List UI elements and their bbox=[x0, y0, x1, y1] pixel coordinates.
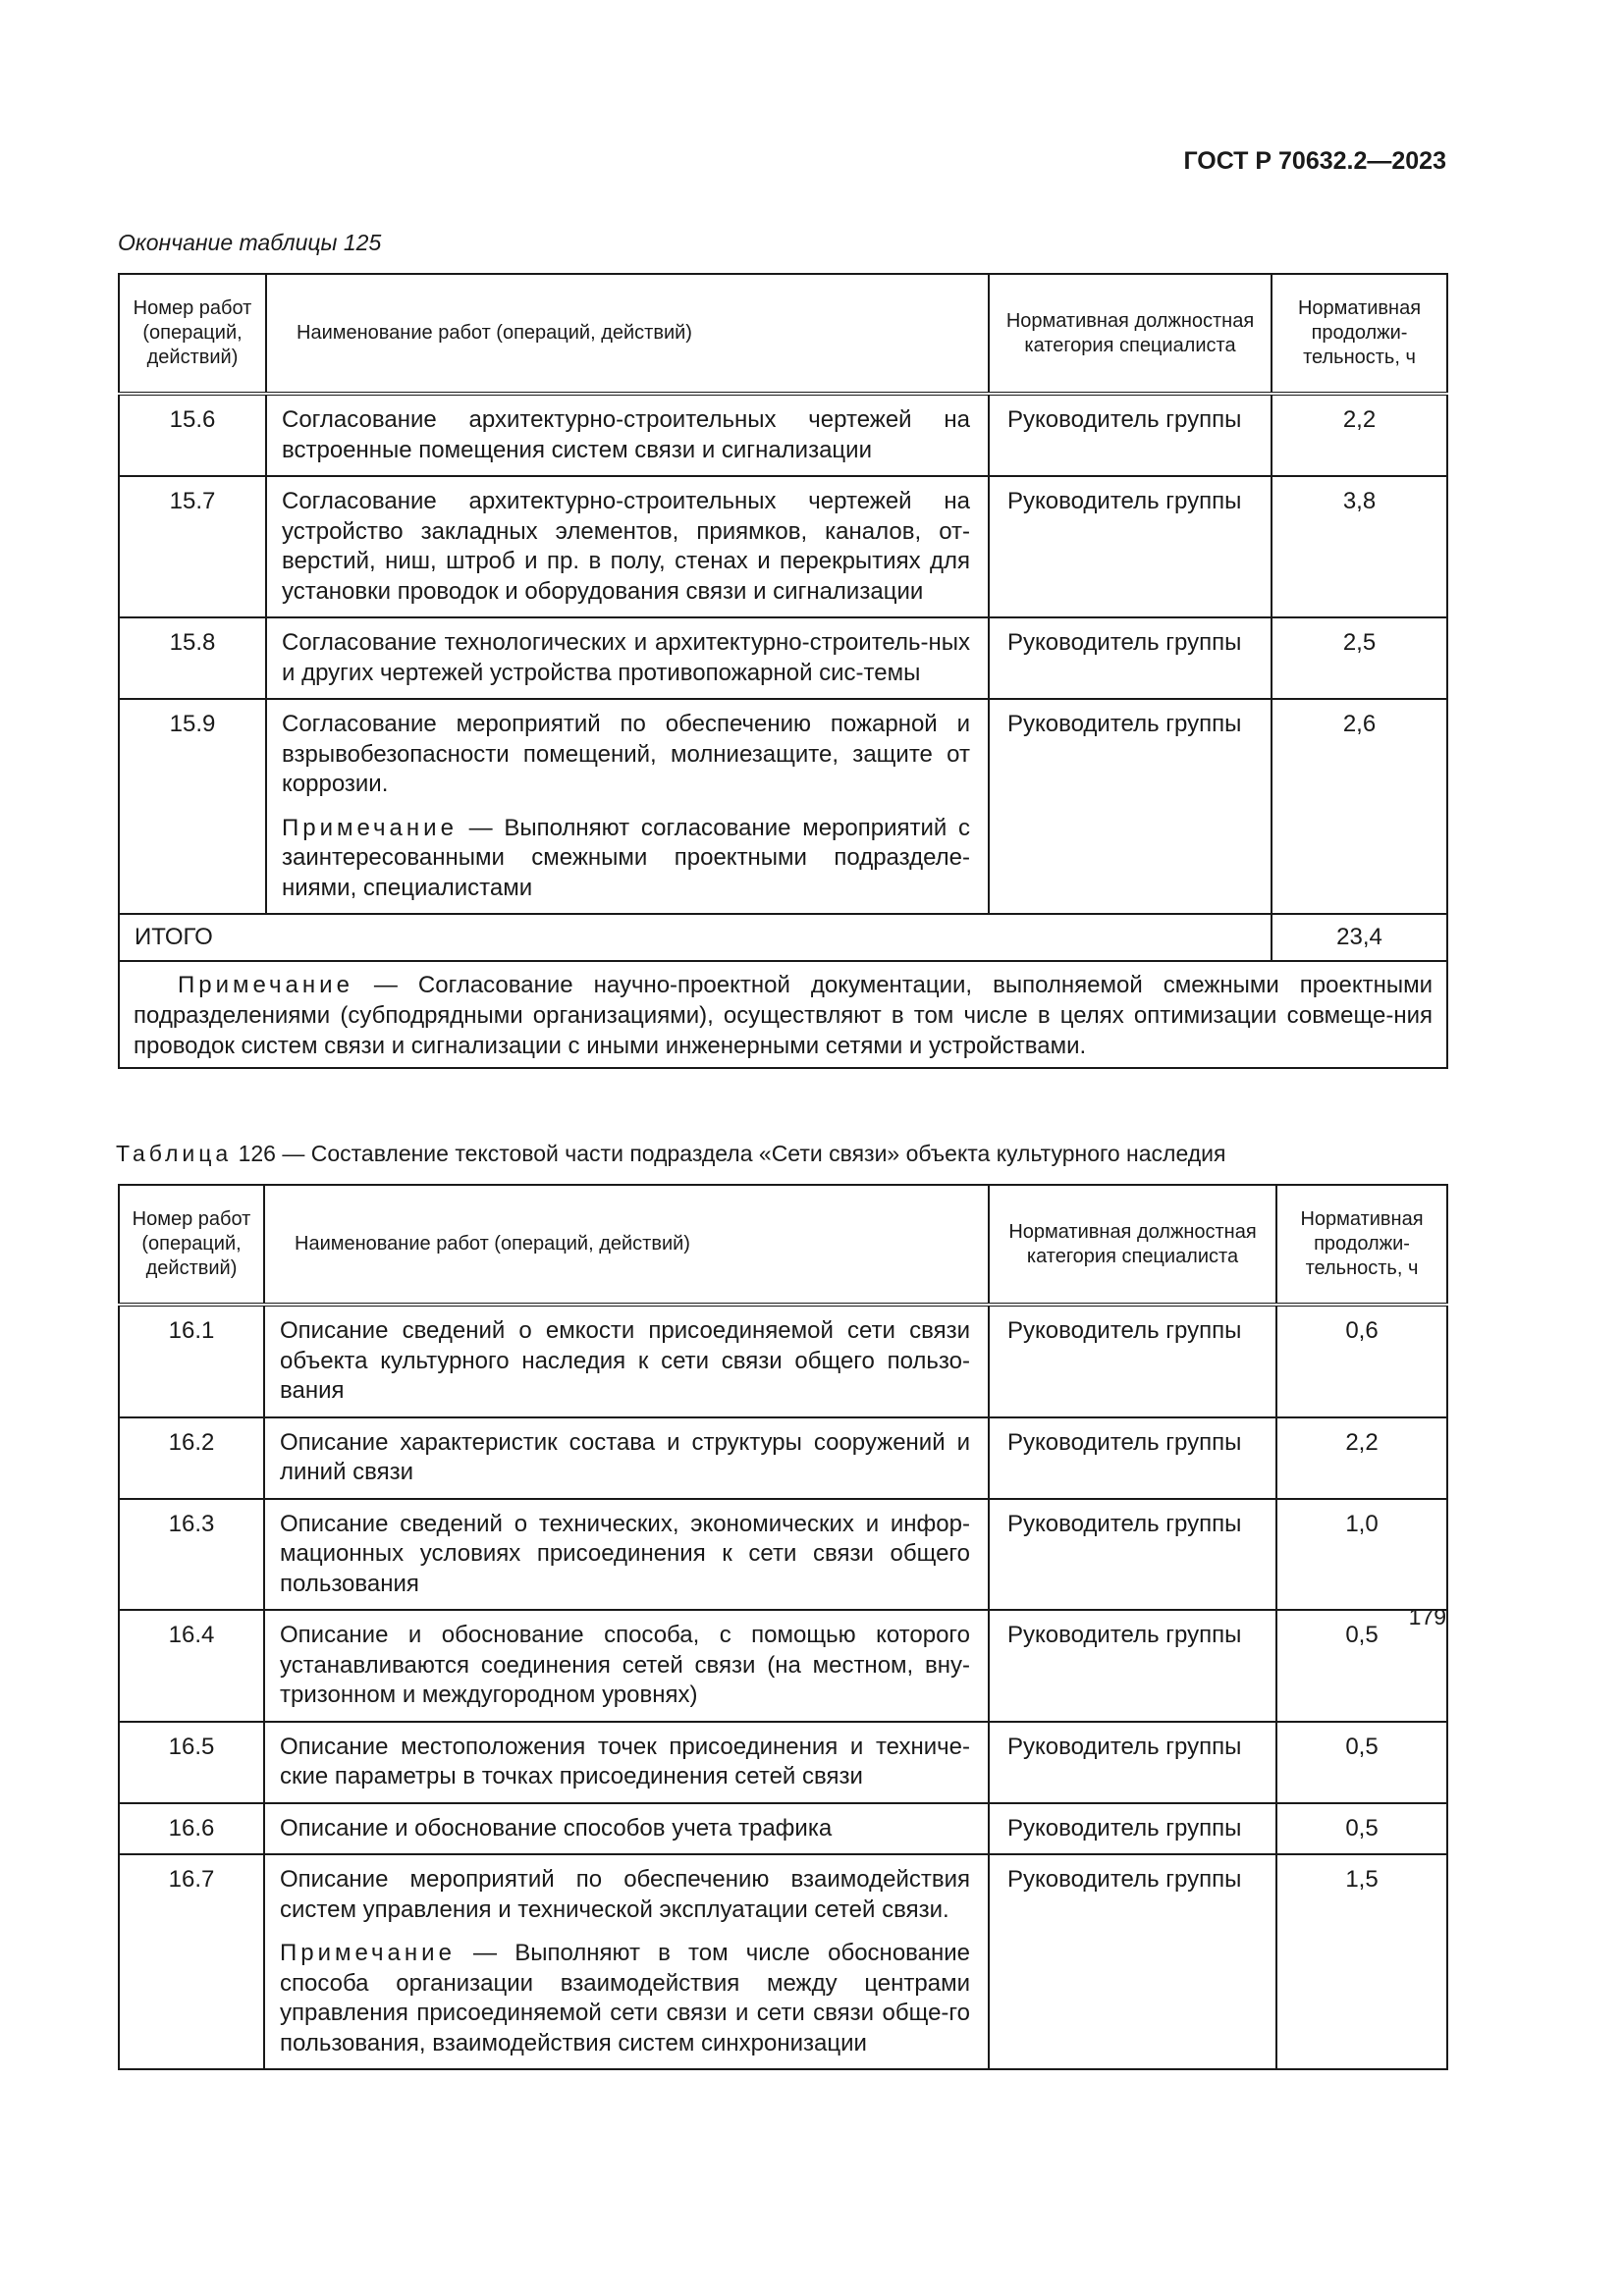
table-header-row bbox=[119, 274, 1447, 394]
column-header-category: Нормативная должностная категория специалиста bbox=[989, 1185, 1276, 1305]
column-header-duration: Нормативная продолжи-тельность, ч bbox=[1276, 1185, 1447, 1305]
column-header-number: Номер работ (операций, действий) bbox=[119, 274, 266, 394]
row-number: 15.8 bbox=[119, 617, 266, 699]
row-category: Руководитель группы bbox=[989, 1854, 1276, 2069]
row-number: 15.9 bbox=[119, 699, 266, 914]
row-duration: 0,5 bbox=[1276, 1803, 1447, 1855]
row-number: 15.7 bbox=[119, 476, 266, 617]
row-description: Описание сведений о технических, экономических и инфор-мационных условиях присоединения к сети связи общего пользования bbox=[264, 1499, 989, 1611]
row-note bbox=[280, 1939, 970, 2058]
row-duration: 2,2 bbox=[1276, 1417, 1447, 1499]
footnote-label: Примечание bbox=[178, 972, 353, 998]
row-category: Руководитель группы bbox=[989, 1722, 1276, 1803]
row-description: Описание характеристик состава и структуры сооружений и линий связи bbox=[264, 1417, 989, 1499]
table-126 bbox=[118, 1184, 1448, 2070]
note-label: Примечание bbox=[280, 1940, 456, 1966]
table-row bbox=[119, 1854, 1447, 2069]
table-row bbox=[119, 1610, 1447, 1722]
row-number: 16.5 bbox=[119, 1722, 264, 1803]
row-duration: 0,5 bbox=[1276, 1722, 1447, 1803]
table-125 bbox=[118, 273, 1448, 1069]
table-row bbox=[119, 394, 1447, 476]
table-row bbox=[119, 1417, 1447, 1499]
total-value: 23,4 bbox=[1272, 914, 1447, 961]
row-category: Руководитель группы bbox=[989, 1610, 1276, 1722]
total-label: ИТОГО bbox=[119, 914, 1272, 961]
row-category: Руководитель группы bbox=[989, 699, 1272, 914]
row-duration: 0,6 bbox=[1276, 1305, 1447, 1417]
row-description bbox=[266, 699, 989, 914]
row-description-text: Описание мероприятий по обеспечению взаимодействия систем управления и технической эксплуатации сетей связи. bbox=[280, 1866, 970, 1923]
row-number: 16.1 bbox=[119, 1305, 264, 1417]
row-number: 16.7 bbox=[119, 1854, 264, 2069]
table-row bbox=[119, 617, 1447, 699]
row-description: Описание местоположения точек присоединения и техниче-ские параметры в точках присоединения сетей связи bbox=[264, 1722, 989, 1803]
footnote-row bbox=[119, 961, 1447, 1068]
row-note bbox=[282, 814, 970, 904]
row-description: Согласование архитектурно-строительных чертежей на устройство закладных элементов, приямков, каналов, от-верстий, ниш, штроб и пр. в полу, стенах и перекрытиях для установки проводок и оборудования связи и сигнализации bbox=[266, 476, 989, 617]
row-description: Согласование архитектурно-строительных чертежей на встроенные помещения систем связи и сигнализации bbox=[266, 394, 989, 476]
row-category: Руководитель группы bbox=[989, 617, 1272, 699]
row-category: Руководитель группы bbox=[989, 1417, 1276, 1499]
column-header-name: Наименование работ (операций, действий) bbox=[264, 1185, 989, 1305]
note-text: — Выполняют в том числе обоснование способа организации взаимодействия между центрами управления присоединяемой сети связи и сети связи обще-го пользования, взаимодействия систем синхронизации bbox=[280, 1940, 970, 2056]
row-category: Руководитель группы bbox=[989, 1499, 1276, 1611]
table-footnote bbox=[119, 961, 1447, 1068]
row-category: Руководитель группы bbox=[989, 1305, 1276, 1417]
row-number: 16.4 bbox=[119, 1610, 264, 1722]
row-number: 16.6 bbox=[119, 1803, 264, 1855]
row-category: Руководитель группы bbox=[989, 476, 1272, 617]
table-header-row bbox=[119, 1185, 1447, 1305]
table-row bbox=[119, 476, 1447, 617]
note-label: Примечание bbox=[282, 814, 458, 841]
row-number: 15.6 bbox=[119, 394, 266, 476]
row-description: Описание сведений о емкости присоединяемой сети связи объекта культурного наследия к сети связи общего пользо-вания bbox=[264, 1305, 989, 1417]
caption-label: Таблица bbox=[116, 1141, 233, 1166]
table-row bbox=[119, 1803, 1447, 1855]
row-description: Согласование технологических и архитектурно-строитель-ных и других чертежей устройства противопожарной сис-темы bbox=[266, 617, 989, 699]
column-header-number: Номер работ (операций, действий) bbox=[119, 1185, 264, 1305]
column-header-duration: Нормативная продолжи-тельность, ч bbox=[1272, 274, 1447, 394]
document-designation: ГОСТ Р 70632.2—2023 bbox=[1183, 147, 1446, 175]
row-description: Описание и обоснование способов учета трафика bbox=[264, 1803, 989, 1855]
table-row bbox=[119, 1722, 1447, 1803]
row-duration: 1,5 bbox=[1276, 1854, 1447, 2069]
row-duration: 3,8 bbox=[1272, 476, 1447, 617]
column-header-name: Наименование работ (операций, действий) bbox=[266, 274, 989, 394]
table-row bbox=[119, 1305, 1447, 1417]
row-number: 16.2 bbox=[119, 1417, 264, 1499]
table-126-caption bbox=[116, 1141, 1225, 1167]
row-number: 16.3 bbox=[119, 1499, 264, 1611]
table-125-caption: Окончание таблицы 125 bbox=[118, 230, 382, 255]
caption-text: 126 — Составление текстовой части подраздела «Сети связи» объекта культурного наследия bbox=[232, 1141, 1226, 1166]
row-duration: 1,0 bbox=[1276, 1499, 1447, 1611]
total-row bbox=[119, 914, 1447, 961]
row-description-text: Согласование мероприятий по обеспечению пожарной и взрывобезопасности помещений, молниезащите, защите от коррозии. bbox=[282, 711, 970, 797]
row-duration: 2,5 bbox=[1272, 617, 1447, 699]
footnote-text: — Согласование научно-проектной документации, выполняемой смежными проектными подразделениями (субподрядными организациями), осуществляют в том числе в целях оптимизации совмеще-ния проводок систем связи и сигнализации с иными инженерными сетями и устройствами. bbox=[134, 972, 1433, 1059]
column-header-category: Нормативная должностная категория специалиста bbox=[989, 274, 1272, 394]
row-category: Руководитель группы bbox=[989, 1803, 1276, 1855]
row-duration: 2,2 bbox=[1272, 394, 1447, 476]
page-number: 179 bbox=[1408, 1604, 1446, 1629]
row-description bbox=[264, 1854, 989, 2069]
row-duration: 0,5 bbox=[1276, 1610, 1447, 1722]
row-description: Описание и обоснование способа, с помощью которого устанавливаются соединения сетей связи (на местном, вну-тризонном и междугородном уровнях) bbox=[264, 1610, 989, 1722]
table-row bbox=[119, 1499, 1447, 1611]
note-text: — Выполняют согласование мероприятий с заинтересованными смежными проектными подразделе-ниями, специалистами bbox=[282, 814, 970, 901]
row-duration: 2,6 bbox=[1272, 699, 1447, 914]
table-row bbox=[119, 699, 1447, 914]
row-category: Руководитель группы bbox=[989, 394, 1272, 476]
